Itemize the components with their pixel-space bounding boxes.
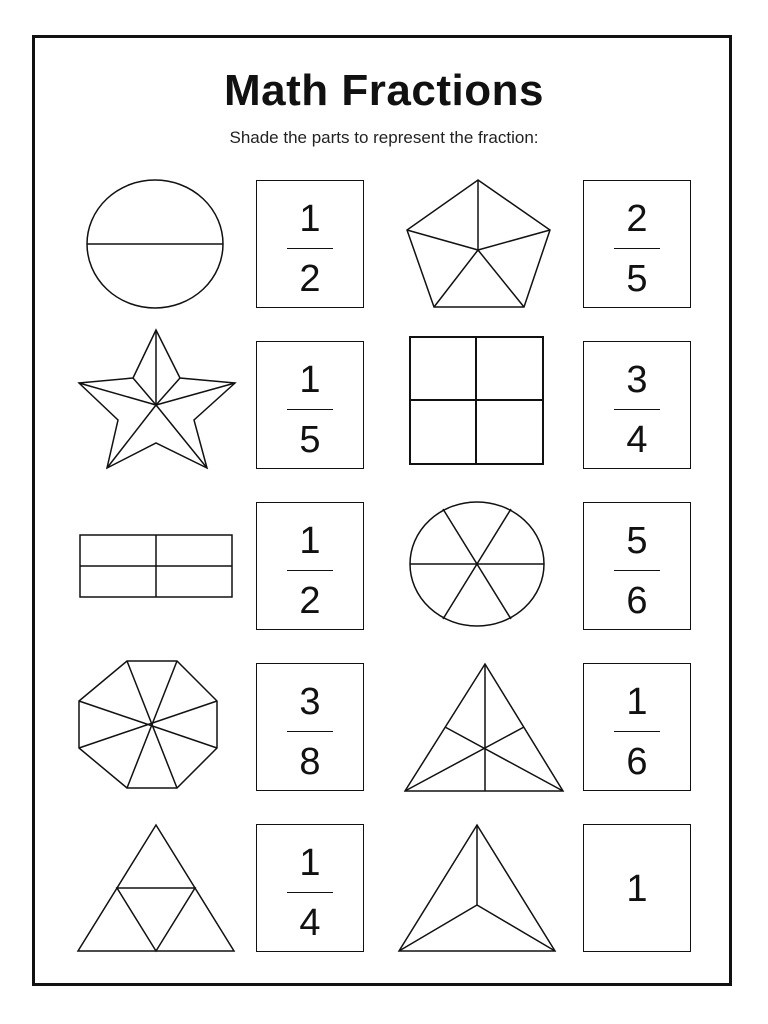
rectangle-quarters-shape[interactable] bbox=[80, 535, 232, 597]
fraction-bar bbox=[614, 570, 660, 571]
triangle-quarters-shape[interactable] bbox=[78, 825, 234, 951]
fraction-bar bbox=[287, 892, 333, 893]
denominator: 2 bbox=[299, 580, 321, 622]
fraction-box-9 bbox=[256, 824, 364, 952]
fraction-bar bbox=[287, 409, 333, 410]
worksheet-instructions: Shade the parts to represent the fraction: bbox=[229, 128, 539, 147]
octagon-eighths-shape[interactable] bbox=[79, 661, 217, 788]
fraction-box-6 bbox=[583, 502, 691, 630]
fraction-box-1 bbox=[256, 180, 364, 308]
numerator: 1 bbox=[299, 842, 321, 884]
numerator: 3 bbox=[299, 681, 321, 723]
triangle-sixths-shape[interactable] bbox=[405, 664, 563, 791]
fraction-bar bbox=[287, 570, 333, 571]
numerator: 1 bbox=[299, 198, 321, 240]
numerator: 1 bbox=[299, 520, 321, 562]
fraction-bar bbox=[614, 731, 660, 732]
denominator: 8 bbox=[299, 741, 321, 783]
circle-halves-shape[interactable] bbox=[87, 180, 223, 308]
fraction-box-4 bbox=[583, 341, 691, 469]
fraction-box-8 bbox=[583, 663, 691, 791]
fraction-box-2 bbox=[583, 180, 691, 308]
denominator: 4 bbox=[299, 902, 321, 944]
fraction-bar bbox=[614, 409, 660, 410]
worksheet-title: Math Fractions bbox=[224, 66, 544, 115]
whole-number: 1 bbox=[626, 868, 648, 910]
circle-sixths-shape[interactable] bbox=[410, 502, 544, 626]
denominator: 6 bbox=[626, 580, 648, 622]
fraction-box-5 bbox=[256, 502, 364, 630]
denominator: 5 bbox=[626, 258, 648, 300]
fraction-box-10 bbox=[583, 824, 691, 952]
numerator: 1 bbox=[299, 359, 321, 401]
square-quarters-shape[interactable] bbox=[410, 337, 543, 464]
fraction-box-3 bbox=[256, 341, 364, 469]
denominator: 2 bbox=[299, 258, 321, 300]
pentagon-fifths-shape[interactable] bbox=[407, 180, 550, 307]
numerator: 3 bbox=[626, 359, 648, 401]
denominator: 6 bbox=[626, 741, 648, 783]
numerator: 2 bbox=[626, 198, 648, 240]
numerator: 5 bbox=[626, 520, 648, 562]
fraction-box-7 bbox=[256, 663, 364, 791]
fraction-bar bbox=[287, 248, 333, 249]
fraction-bar bbox=[287, 731, 333, 732]
numerator: 1 bbox=[626, 681, 648, 723]
denominator: 5 bbox=[299, 419, 321, 461]
triangle-thirds-shape[interactable] bbox=[399, 825, 555, 951]
star-fifths-shape[interactable] bbox=[79, 330, 235, 468]
denominator: 4 bbox=[626, 419, 648, 461]
fraction-bar bbox=[614, 248, 660, 249]
